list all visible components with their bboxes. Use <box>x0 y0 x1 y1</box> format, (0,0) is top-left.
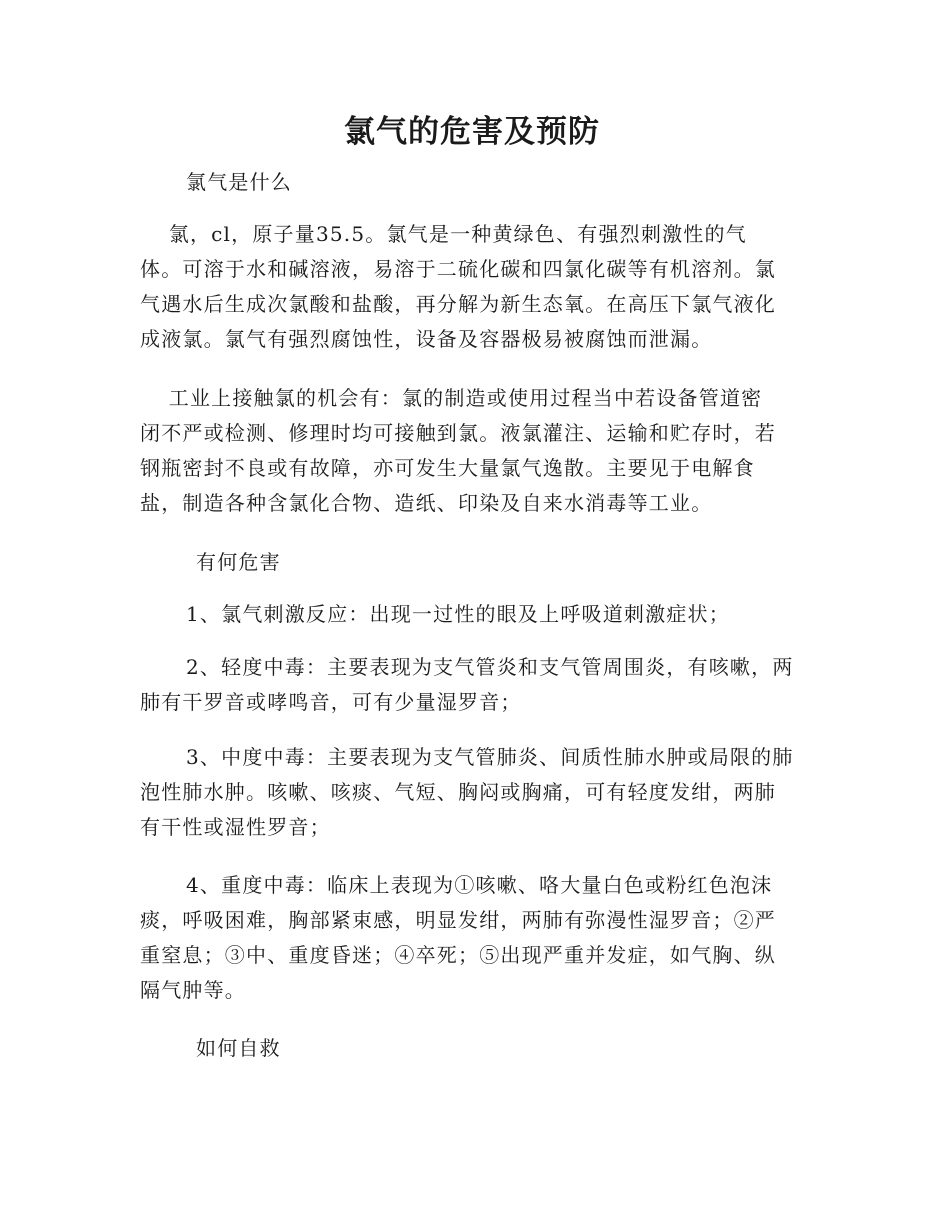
paragraph-line: 隔气肿等。 <box>140 978 246 1002</box>
paragraph-line: 成液氯。氯气有强烈腐蚀性，设备及容器极易被腐蚀而泄漏。 <box>140 327 713 351</box>
paragraph-line: 盐，制造各种含氯化合物、造纸、印染及自来水消毒等工业。 <box>140 491 713 515</box>
paragraph-line: 氯，cl，原子量35.5。氯气是一种黄绿色、有强烈刺激性的气 <box>140 222 747 246</box>
paragraph-line: 4、重度中毒：临床上表现为①咳嗽、咯大量白色或粉红色泡沫 <box>186 873 773 897</box>
section-heading-self-rescue: 如何自救 <box>196 1036 281 1060</box>
paragraph-line: 体。可溶于水和碱溶液，易溶于二硫化碳和四氯化碳等有机溶剂。氯 <box>140 257 776 281</box>
paragraph-line: 气遇水后生成次氯酸和盐酸，再分解为新生态氧。在高压下氯气液化 <box>140 292 776 316</box>
section-heading-hazards: 有何危害 <box>196 550 281 574</box>
paragraph-industrial-exposure <box>140 381 804 521</box>
paragraph-line: 钢瓶密封不良或有故障，亦可发生大量氯气逸散。主要见于电解食 <box>140 456 755 480</box>
paragraph-line: 1、氯气刺激反应：出现一过性的眼及上呼吸道刺激症状； <box>186 602 730 626</box>
hazard-item-2 <box>140 650 804 720</box>
paragraph-chlorine-properties <box>140 217 804 357</box>
section-heading-what-is: 氯气是什么 <box>186 170 292 194</box>
paragraph-line: 3、中度中毒：主要表现为支气管肺炎、间质性肺水肿或局限的肺 <box>186 745 794 769</box>
paragraph-line: 泡性肺水肿。咳嗽、咳痰、气短、胸闷或胸痛，可有轻度发绀，两肺 <box>140 780 776 804</box>
paragraph-line: 肺有干罗音或哮鸣音，可有少量湿罗音； <box>140 690 522 714</box>
document-title: 氯气的危害及预防 <box>344 114 600 150</box>
hazard-item-4 <box>140 868 804 1008</box>
hazard-item-3 <box>140 740 804 845</box>
paragraph-line: 工业上接触氯的机会有：氯的制造或使用过程当中若设备管道密 <box>140 386 763 410</box>
paragraph-line: 2、轻度中毒：主要表现为支气管炎和支气管周围炎，有咳嗽，两 <box>186 655 794 679</box>
hazard-item-1 <box>186 597 804 632</box>
paragraph-line: 闭不严或检测、修理时均可接触到氯。液氯灌注、运输和贮存时，若 <box>140 421 776 445</box>
paragraph-line: 重窒息；③中、重度昏迷；④卒死；⑤出现严重并发症，如气胸、纵 <box>140 943 776 967</box>
paragraph-line: 有干性或湿性罗音； <box>140 815 331 839</box>
paragraph-line: 痰，呼吸困难，胸部紧束感，明显发绀，两肺有弥漫性湿罗音；②严 <box>140 908 776 932</box>
